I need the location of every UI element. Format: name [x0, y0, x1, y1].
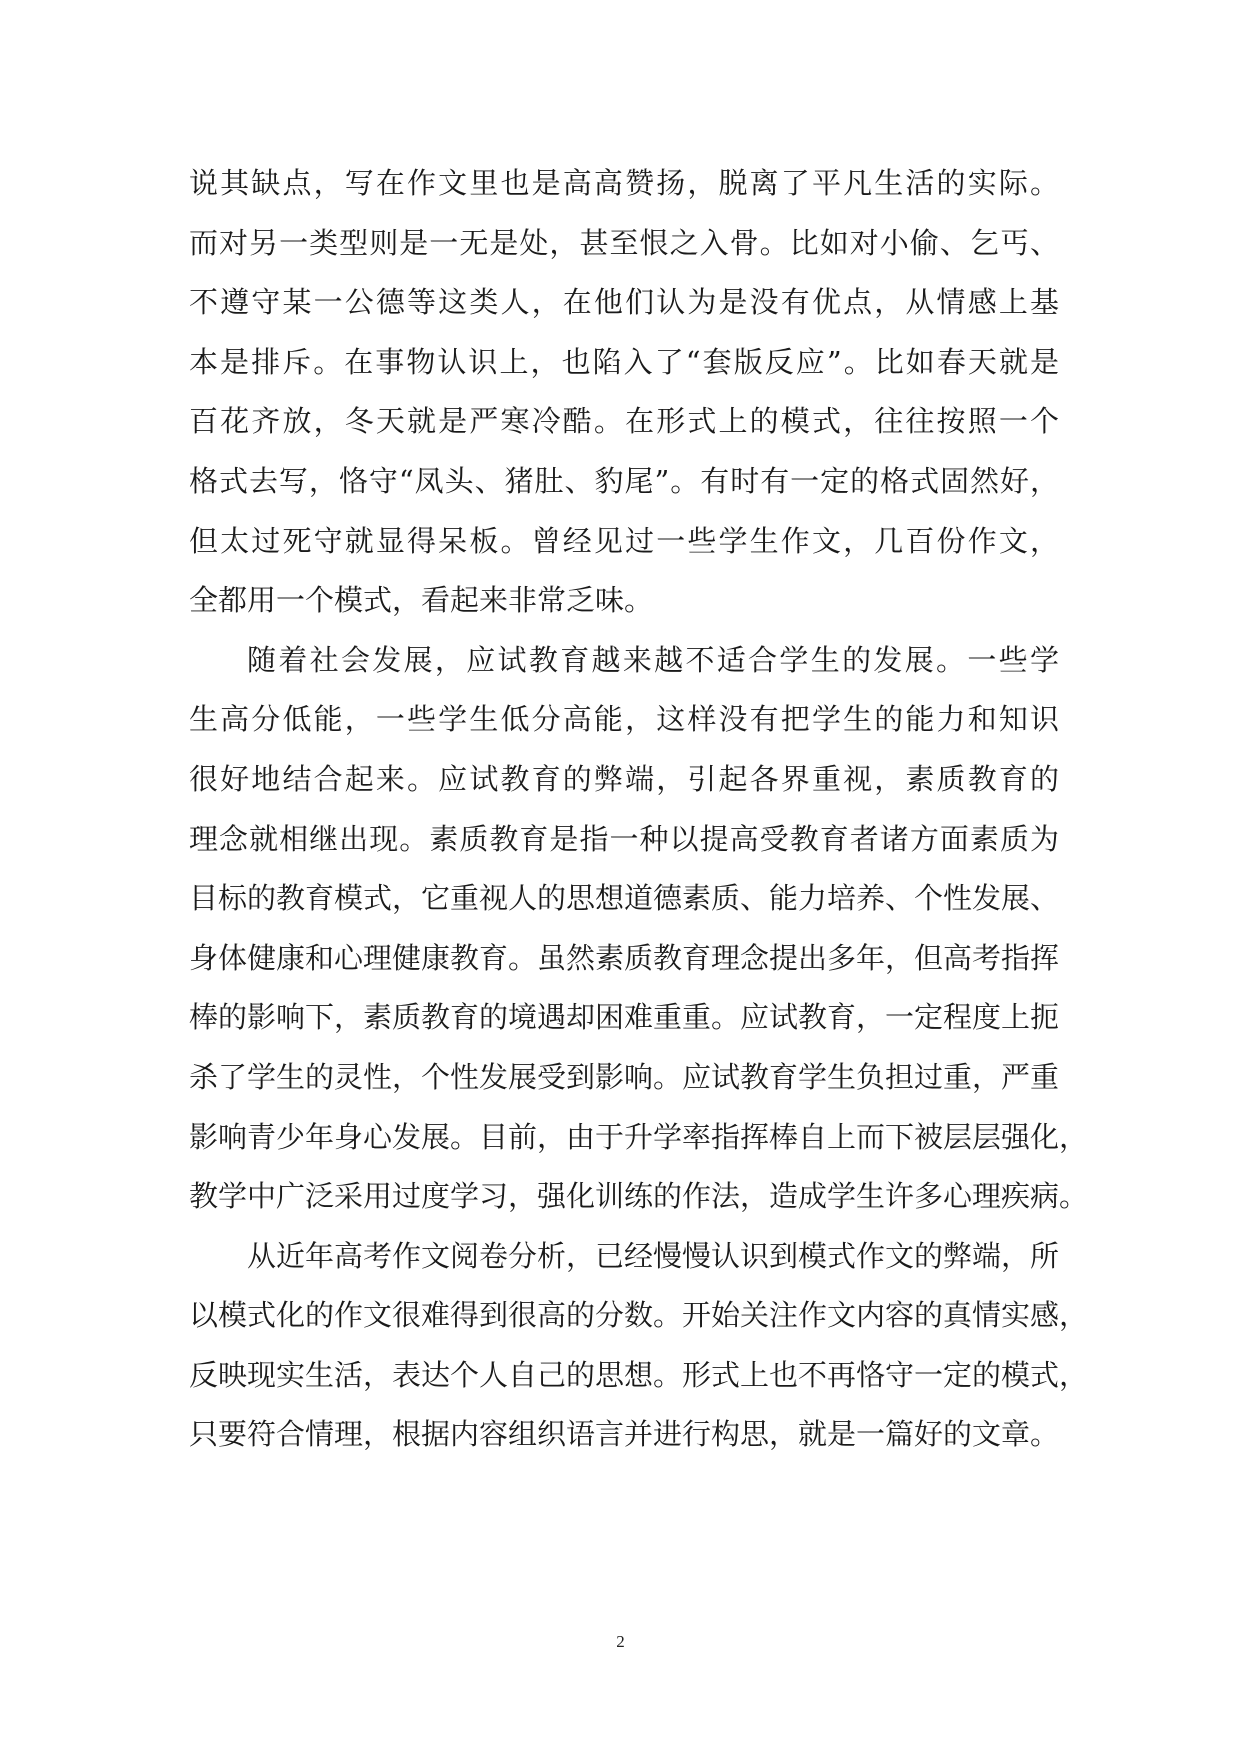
text-line: 不遵守某一公德等这类人，在他们认为是没有优点，从情感上基 — [189, 285, 1059, 320]
text-line: 只要符合情理，根据内容组织语言并进行构思，就是一篇好的文章。 — [189, 1417, 1060, 1452]
text-line: 杀了学生的灵性，个性发展受到影响。应试教育学生负担过重，严重 — [189, 1059, 1060, 1094]
body-text — [189, 154, 1089, 1465]
text-line: 反映现实生活，表达个人自己的思想。形式上也不再恪守一定的模式， — [189, 1357, 1089, 1392]
text-line: 影响青少年身心发展。目前，由于升学率指挥棒自上而下被层层强化， — [189, 1119, 1089, 1154]
text-line: 而对另一类型则是一无是处，甚至恨之入骨。比如对小偷、乞丐、 — [189, 225, 1059, 260]
text-line: 全都用一个模式，看起来非常乏味。 — [189, 583, 654, 618]
text-line: 但太过死守就显得呆板。曾经见过一些学生作文，几百份作文， — [189, 523, 1059, 558]
text-line: 理念就相继出现。素质教育是指一种以提高受教育者诸方面素质为 — [189, 821, 1059, 856]
text-line: 身体健康和心理健康教育。虽然素质教育理念提出多年，但高考指挥 — [189, 940, 1060, 975]
text-line: 教学中广泛采用过度学习，强化训练的作法，造成学生许多心理疾病。 — [189, 1179, 1089, 1214]
text-line: 随着社会发展，应试教育越来越不适合学生的发展。一些学 — [247, 642, 1059, 677]
text-line: 从近年高考作文阅卷分析，已经慢慢认识到模式作文的弊端，所 — [247, 1238, 1060, 1273]
text-line: 生高分低能，一些学生低分高能，这样没有把学生的能力和知识 — [189, 702, 1059, 737]
text-line: 很好地结合起来。应试教育的弊端，引起各界重视，素质教育的 — [189, 761, 1059, 796]
page-number: 2 — [616, 1632, 625, 1651]
text-line: 百花齐放，冬天就是严寒冷酷。在形式上的模式，往往按照一个 — [189, 404, 1059, 439]
text-line: 说其缺点，写在作文里也是高高赞扬，脱离了平凡生活的实际。 — [189, 166, 1059, 200]
text-line: 本是排斥。在事物认识上，也陷入了“套版反应”。比如春天就是 — [189, 344, 1059, 379]
text-line: 以模式化的作文很难得到很高的分数。开始关注作文内容的真情实感， — [189, 1298, 1089, 1333]
text-line: 目标的教育模式，它重视人的思想道德素质、能力培养、个性发展、 — [189, 881, 1060, 916]
text-line: 棒的影响下，素质教育的境遇却困难重重。应试教育，一定程度上扼 — [189, 1000, 1060, 1035]
text-line: 格式去写，恪守“凤头、猪肚、豹尾”。有时有一定的格式固然好， — [189, 463, 1059, 498]
